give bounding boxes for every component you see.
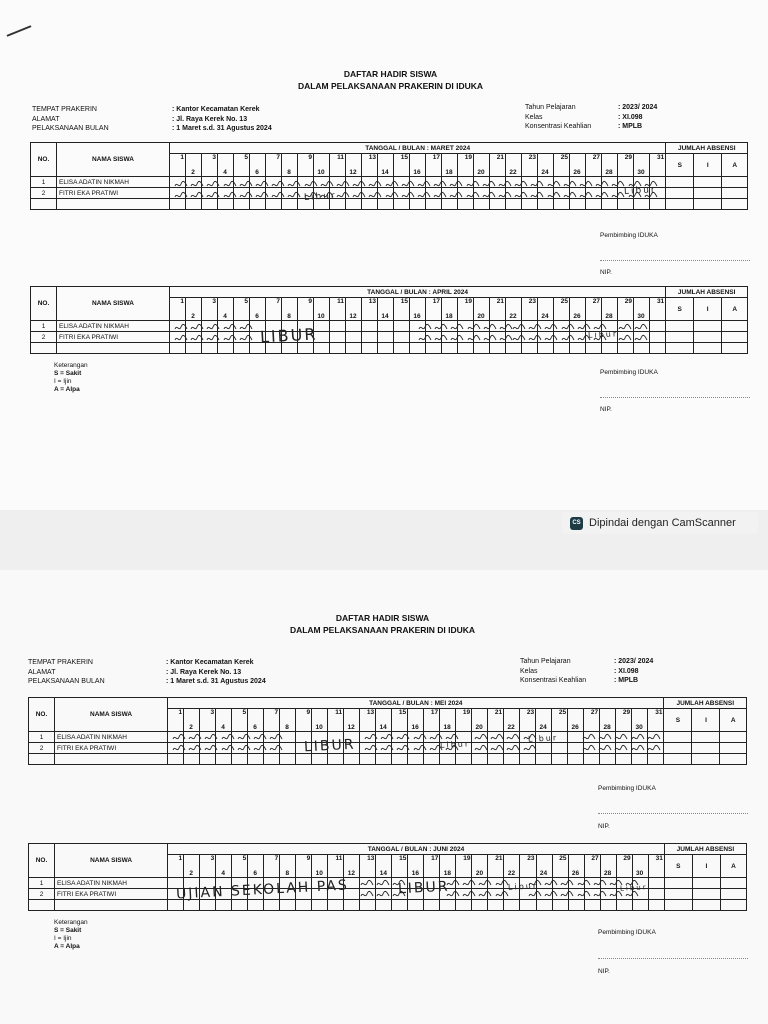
day-25-header: 25 <box>554 298 570 321</box>
day-3-header: 3 <box>200 709 216 732</box>
day-18-header: 18 <box>442 298 458 321</box>
day-30-header: 30 <box>632 709 648 732</box>
handwritten-libur: Libur <box>507 881 539 892</box>
attendance-cell <box>648 878 664 889</box>
day-24-header: 24 <box>536 855 552 878</box>
day-14-header: 14 <box>376 709 392 732</box>
col-s-header: S <box>666 154 694 177</box>
pembimbing-label: Pembimbing IDUKA <box>600 232 658 239</box>
day-15-header: 15 <box>392 709 408 732</box>
signature-scribble <box>490 744 504 753</box>
signature-scribble <box>647 733 661 742</box>
signature-scribble <box>360 879 374 888</box>
col-i-header: I <box>692 709 720 732</box>
day-11-header: 11 <box>328 709 344 732</box>
student-name: ELISA ADATIN NIKMAH <box>55 732 168 743</box>
day-5-header: 5 <box>232 855 248 878</box>
day-2-header: 2 <box>186 154 202 177</box>
jumlah-absensi-header: JUMLAH ABSENSI <box>666 287 748 298</box>
count-i <box>692 889 720 900</box>
signature-scribble <box>495 879 509 888</box>
count-s <box>664 743 692 754</box>
day-1-header: 1 <box>170 154 186 177</box>
jumlah-absensi-header: JUMLAH ABSENSI <box>666 143 748 154</box>
signature-scribble <box>506 744 520 753</box>
info-left-values: : Kantor Kecamatan Kerek : Jl. Raya Kerek No. 13 : 1 Maret s.d. 31 Agustus 2024 <box>172 106 272 132</box>
day-3-header: 3 <box>202 298 218 321</box>
day-5-header: 5 <box>232 709 248 732</box>
day-8-header: 8 <box>280 709 296 732</box>
count-s <box>664 878 692 889</box>
day-8-header: 8 <box>280 855 296 878</box>
col-a-header: A <box>720 709 747 732</box>
day-29-header: 29 <box>616 709 632 732</box>
info-right: Tahun Pelajaran Kelas Konsentrasi Keahlian <box>525 104 592 130</box>
day-4-header: 4 <box>216 855 232 878</box>
student-no: 2 <box>31 332 57 343</box>
doc-subtitle: DALAM PELAKSANAAN PRAKERIN DI IDUKA <box>297 81 484 91</box>
day-1-header: 1 <box>170 298 186 321</box>
camscanner-label: Dipindai dengan CamScanner <box>589 517 736 529</box>
day-16-header: 16 <box>408 855 424 878</box>
col-a-header: A <box>720 855 746 878</box>
day-25-header: 25 <box>552 709 568 732</box>
count-a <box>720 732 747 743</box>
count-a <box>720 889 746 900</box>
day-1-header: 1 <box>168 709 184 732</box>
signature-scribble <box>396 733 410 742</box>
student-no: 2 <box>29 743 55 754</box>
day-20-header: 20 <box>472 855 488 878</box>
attendance-table-juni <box>28 843 747 911</box>
attendance-cell <box>536 743 552 754</box>
day-20-header: 20 <box>474 298 490 321</box>
signature-scribble <box>631 744 645 753</box>
day-6-header: 6 <box>248 855 264 878</box>
signature-scribble <box>221 733 235 742</box>
signature-scribble <box>172 733 186 742</box>
doc-title: DAFTAR HADIR SISWA <box>335 613 430 623</box>
day-17-header: 17 <box>424 855 440 878</box>
day-19-header: 19 <box>456 709 472 732</box>
signature-scribble <box>523 744 537 753</box>
handwritten-libur: Libur <box>623 185 657 197</box>
day-28-header: 28 <box>602 298 618 321</box>
day-30-header: 30 <box>632 855 648 878</box>
day-20-header: 20 <box>474 154 490 177</box>
signature-scribble <box>614 744 628 753</box>
col-no-header: NO. <box>29 698 55 732</box>
day-18-header: 18 <box>440 855 456 878</box>
day-10-header: 10 <box>314 298 330 321</box>
signature-scribble <box>528 890 542 899</box>
signature-scribble <box>269 733 283 742</box>
col-nama-header: NAMA SISWA <box>57 143 170 177</box>
count-s <box>664 889 692 900</box>
count-i <box>692 732 720 743</box>
signature-scribble <box>593 890 607 899</box>
day-2-header: 2 <box>184 855 200 878</box>
col-s-header: S <box>664 855 692 878</box>
col-nama-header: NAMA SISWA <box>55 844 168 878</box>
signature-scribble <box>446 879 460 888</box>
day-4-header: 4 <box>218 154 234 177</box>
day-17-header: 17 <box>426 154 442 177</box>
signature-scribble <box>577 890 591 899</box>
day-23-header: 23 <box>522 154 538 177</box>
signature-scribble <box>474 733 488 742</box>
day-7-header: 7 <box>266 298 282 321</box>
day-20-header: 20 <box>472 709 488 732</box>
day-12-header: 12 <box>346 154 362 177</box>
signature-scribble <box>544 890 558 899</box>
day-6-header: 6 <box>250 298 266 321</box>
signature-scribble <box>204 733 218 742</box>
day-2-header: 2 <box>184 709 200 732</box>
day-22-header: 22 <box>506 154 522 177</box>
day-24-header: 24 <box>538 298 554 321</box>
signature-scribble <box>495 890 509 899</box>
col-s-header: S <box>664 709 692 732</box>
day-12-header: 12 <box>344 709 360 732</box>
student-no: 2 <box>31 188 57 199</box>
attendance-table-mei <box>28 697 747 765</box>
signature-line <box>598 813 748 814</box>
student-name: ELISA ADATIN NIKMAH <box>57 177 170 188</box>
table-row <box>29 900 747 911</box>
info-right-values: : 2023/ 2024 : XI.098 : MPLB <box>618 104 658 130</box>
count-i <box>692 743 720 754</box>
signature-scribble <box>446 890 460 899</box>
student-no: 1 <box>31 321 57 332</box>
month-header: TANGGAL / BULAN : APRIL 2024 <box>170 287 666 298</box>
doc-title: DAFTAR HADIR SISWA <box>343 69 438 79</box>
day-10-header: 10 <box>314 154 330 177</box>
signature-line <box>598 958 748 959</box>
day-31-header: 31 <box>648 855 664 878</box>
student-name: FITRI EKA PRATIWI <box>57 188 170 199</box>
day-31-header: 31 <box>648 709 664 732</box>
day-12-header: 12 <box>344 855 360 878</box>
day-22-header: 22 <box>504 855 520 878</box>
info-right-values: : 2023/ 2024 : XI.098 : MPLB <box>614 658 654 684</box>
day-13-header: 13 <box>360 709 376 732</box>
handwritten-libur-mei: LIBUR <box>303 736 356 756</box>
attendance-cell <box>552 743 568 754</box>
month-header: TANGGAL / BULAN : MEI 2024 <box>168 698 664 709</box>
signature-scribble <box>380 733 394 742</box>
day-6-header: 6 <box>248 709 264 732</box>
signature-scribble <box>253 733 267 742</box>
day-9-header: 9 <box>296 855 312 878</box>
count-s <box>664 732 692 743</box>
day-9-header: 9 <box>298 298 314 321</box>
day-30-header: 30 <box>634 154 650 177</box>
pembimbing-label: Pembimbing IDUKA <box>598 785 656 792</box>
day-9-header: 9 <box>296 709 312 732</box>
day-30-header: 30 <box>634 298 650 321</box>
count-a <box>720 743 747 754</box>
info-right: Tahun Pelajaran Kelas Konsentrasi Keahlian <box>520 658 587 684</box>
info-left-values: : Kantor Kecamatan Kerek : Jl. Raya Kerek No. 13 : 1 Maret s.d. 31 Agustus 2024 <box>166 659 266 685</box>
day-14-header: 14 <box>376 855 392 878</box>
day-23-header: 23 <box>520 855 536 878</box>
day-18-header: 18 <box>440 709 456 732</box>
day-3-header: 3 <box>200 855 216 878</box>
day-15-header: 15 <box>394 154 410 177</box>
day-26-header: 26 <box>568 855 584 878</box>
doc-subtitle: DALAM PELAKSANAAN PRAKERIN DI IDUKA <box>289 625 476 635</box>
col-no-header: NO. <box>29 844 55 878</box>
student-no: 2 <box>29 889 55 900</box>
jumlah-absensi-header: JUMLAH ABSENSI <box>664 698 747 709</box>
day-21-header: 21 <box>488 855 504 878</box>
col-i-header: I <box>694 298 722 321</box>
day-23-header: 23 <box>520 709 536 732</box>
signature-scribble <box>528 879 542 888</box>
signature-scribble <box>598 744 612 753</box>
day-19-header: 19 <box>458 298 474 321</box>
student-name: FITRI EKA PRATIWI <box>57 332 170 343</box>
col-a-header: A <box>722 298 748 321</box>
day-28-header: 28 <box>600 855 616 878</box>
attendance-document-2 <box>28 0 753 1024</box>
day-26-header: 26 <box>570 154 586 177</box>
day-5-header: 5 <box>234 298 250 321</box>
handwritten-ujian-sekolah-pas: UJIAN SEKOLAH PAS <box>175 877 350 903</box>
legend: Keterangan S = Sakit I = Ijin A = Alpa <box>54 362 88 393</box>
col-nama-header: NAMA SISWA <box>55 698 168 732</box>
day-27-header: 27 <box>586 154 602 177</box>
col-no-header: NO. <box>31 287 57 321</box>
day-21-header: 21 <box>490 154 506 177</box>
day-22-header: 22 <box>504 709 520 732</box>
signature-scribble <box>506 733 520 742</box>
day-13-header: 13 <box>362 298 378 321</box>
day-25-header: 25 <box>552 855 568 878</box>
signature-scribble <box>376 879 390 888</box>
signature-scribble <box>598 733 612 742</box>
signature-scribble <box>462 890 476 899</box>
col-a-header: A <box>722 154 748 177</box>
day-13-header: 13 <box>362 154 378 177</box>
signature-scribble <box>593 879 607 888</box>
attendance-cell <box>648 889 664 900</box>
jumlah-absensi-header: JUMLAH ABSENSI <box>664 844 746 855</box>
signature-scribble <box>188 733 202 742</box>
signature-scribble <box>269 744 283 753</box>
signature-scribble <box>474 744 488 753</box>
day-14-header: 14 <box>378 154 394 177</box>
day-1-header: 1 <box>168 855 184 878</box>
student-name: FITRI EKA PRATIWI <box>55 889 168 900</box>
signature-scribble <box>478 879 492 888</box>
day-23-header: 23 <box>522 298 538 321</box>
col-i-header: I <box>692 855 720 878</box>
signature-scribble <box>413 733 427 742</box>
pembimbing-label: Pembimbing IDUKA <box>598 929 656 936</box>
legend: Keterangan S = Sakit I = Ijin A = Alpa <box>54 919 88 950</box>
day-11-header: 11 <box>330 298 346 321</box>
signature-scribble <box>544 879 558 888</box>
day-21-header: 21 <box>490 298 506 321</box>
day-5-header: 5 <box>234 154 250 177</box>
day-8-header: 8 <box>282 154 298 177</box>
signature-scribble <box>631 733 645 742</box>
day-22-header: 22 <box>506 298 522 321</box>
day-7-header: 7 <box>264 855 280 878</box>
handwritten-libur: Libur <box>619 883 648 893</box>
day-4-header: 4 <box>216 709 232 732</box>
day-28-header: 28 <box>602 154 618 177</box>
day-7-header: 7 <box>266 154 282 177</box>
info-left: TEMPAT PRAKERIN ALAMAT PELAKSANAAN BULAN <box>32 106 109 132</box>
day-17-header: 17 <box>426 298 442 321</box>
day-25-header: 25 <box>554 154 570 177</box>
signature-scribble <box>560 879 574 888</box>
signature-scribble <box>364 744 378 753</box>
day-16-header: 16 <box>408 709 424 732</box>
day-12-header: 12 <box>346 298 362 321</box>
signature-scribble <box>172 744 186 753</box>
signature-scribble <box>462 879 476 888</box>
day-29-header: 29 <box>616 855 632 878</box>
table-row <box>29 754 747 765</box>
day-27-header: 27 <box>584 855 600 878</box>
signature-scribble <box>413 744 427 753</box>
col-s-header: S <box>666 298 694 321</box>
signature-scribble <box>560 890 574 899</box>
day-31-header: 31 <box>650 298 666 321</box>
day-26-header: 26 <box>568 709 584 732</box>
day-21-header: 21 <box>488 709 504 732</box>
signature-scribble <box>253 744 267 753</box>
count-i <box>692 878 720 889</box>
day-16-header: 16 <box>410 298 426 321</box>
day-28-header: 28 <box>600 709 616 732</box>
nip-label: NIP. <box>598 968 610 975</box>
signature-scribble <box>380 744 394 753</box>
day-29-header: 29 <box>618 298 634 321</box>
day-11-header: 11 <box>328 855 344 878</box>
day-24-header: 24 <box>536 709 552 732</box>
signature-scribble <box>478 890 492 899</box>
signature-scribble <box>360 890 374 899</box>
handwritten-libur: Libur <box>439 739 471 750</box>
day-8-header: 8 <box>282 298 298 321</box>
day-14-header: 14 <box>378 298 394 321</box>
signature-scribble <box>188 744 202 753</box>
day-10-header: 10 <box>312 709 328 732</box>
day-15-header: 15 <box>392 855 408 878</box>
signature-scribble <box>204 744 218 753</box>
signature-scribble <box>364 733 378 742</box>
handwritten-libur-juni: LIBUR <box>397 878 450 898</box>
handwritten-libur: Libur <box>587 329 619 340</box>
day-11-header: 11 <box>330 154 346 177</box>
signature-scribble <box>376 890 390 899</box>
month-header: TANGGAL / BULAN : MARET 2024 <box>170 143 666 154</box>
day-6-header: 6 <box>250 154 266 177</box>
count-a <box>720 878 746 889</box>
day-15-header: 15 <box>394 298 410 321</box>
student-no: 1 <box>29 878 55 889</box>
day-24-header: 24 <box>538 154 554 177</box>
day-13-header: 13 <box>360 855 376 878</box>
day-17-header: 17 <box>424 709 440 732</box>
day-29-header: 29 <box>618 154 634 177</box>
day-16-header: 16 <box>410 154 426 177</box>
student-no: 1 <box>31 177 57 188</box>
signature-scribble <box>614 733 628 742</box>
handwritten-libur: Libur <box>527 733 559 744</box>
day-27-header: 27 <box>586 298 602 321</box>
day-9-header: 9 <box>298 154 314 177</box>
signature-scribble <box>221 744 235 753</box>
col-i-header: I <box>694 154 722 177</box>
signature-scribble <box>582 733 596 742</box>
signature-scribble <box>237 733 251 742</box>
day-19-header: 19 <box>458 154 474 177</box>
info-left: TEMPAT PRAKERIN ALAMAT PELAKSANAAN BULAN <box>28 659 105 685</box>
pembimbing-label: Pembimbing IDUKA <box>600 369 658 376</box>
day-31-header: 31 <box>650 154 666 177</box>
handwritten-libur-april: LIBUR <box>259 324 318 347</box>
student-no: 1 <box>29 732 55 743</box>
student-name: ELISA ADATIN NIKMAH <box>55 878 168 889</box>
nip-label: NIP. <box>600 406 612 413</box>
month-header: TANGGAL / BULAN : JUNI 2024 <box>168 844 665 855</box>
day-27-header: 27 <box>584 709 600 732</box>
day-19-header: 19 <box>456 855 472 878</box>
day-2-header: 2 <box>186 298 202 321</box>
day-7-header: 7 <box>264 709 280 732</box>
student-name: ELISA ADATIN NIKMAH <box>57 321 170 332</box>
day-3-header: 3 <box>202 154 218 177</box>
day-4-header: 4 <box>218 298 234 321</box>
col-no-header: NO. <box>31 143 57 177</box>
col-nama-header: NAMA SISWA <box>57 287 170 321</box>
signature-scribble <box>396 744 410 753</box>
signature-scribble <box>647 744 661 753</box>
nip-label: NIP. <box>600 269 612 276</box>
nip-label: NIP. <box>598 823 610 830</box>
day-10-header: 10 <box>312 855 328 878</box>
signature-scribble <box>490 733 504 742</box>
signature-scribble <box>237 744 251 753</box>
handwritten-libur: Libur <box>303 191 337 203</box>
scan-page-2 <box>0 570 768 1024</box>
day-18-header: 18 <box>442 154 458 177</box>
camscanner-icon: CS <box>570 517 583 530</box>
student-name: FITRI EKA PRATIWI <box>55 743 168 754</box>
signature-scribble <box>577 879 591 888</box>
signature-scribble <box>582 744 596 753</box>
day-26-header: 26 <box>570 298 586 321</box>
